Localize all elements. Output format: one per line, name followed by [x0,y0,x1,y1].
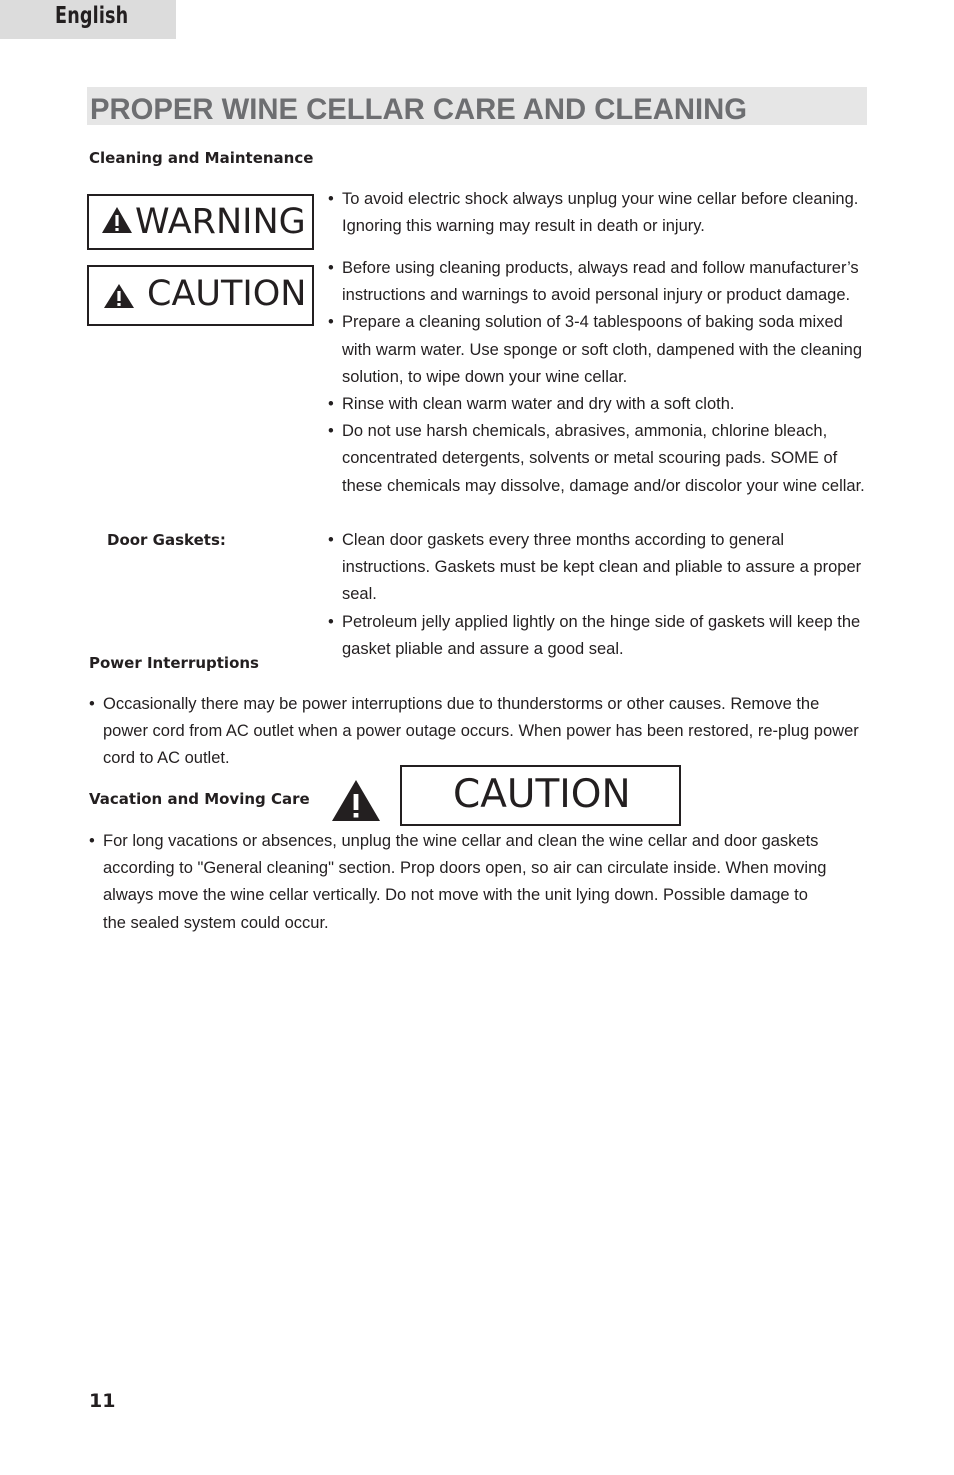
caution-bullet-list [328,255,868,500]
caution-label: CAUTION [147,274,307,314]
list-item: • Rinse with clean warm water and dry with a soft cloth. [328,391,868,418]
vacation-caution-sign [400,765,681,826]
cleaning-heading: Cleaning and Maintenance [89,149,314,167]
door-gaskets-label: Door Gaskets: [107,531,226,549]
warning-sign [87,194,314,250]
list-item: • Before using cleaning products, always read and follow manufacturer’s instructions and warnings to avoid personal injury or product damage. [328,255,868,309]
warning-triangle-icon [103,283,135,309]
list-item: • Prepare a cleaning solution of 3-4 tablespoons of baking soda mixed with warm water. Use sponge or soft cloth, dampened with the cleaning solution, to wipe down your wine cellar. [328,309,868,391]
warning-label: WARNING [135,202,306,242]
vacation-heading: Vacation and Moving Care [89,790,310,808]
page-title: PROPER WINE CELLAR CARE AND CLEANING [90,93,748,126]
warning-triangle-icon [101,206,133,234]
page-number: 11 [89,1390,116,1412]
list-item: • Occasionally there may be power interruptions due to thunderstorms or other causes. Remove the power cord from AC outlet when a power outage occurs. When power has been restored, re-plug power cord to AC outlet. [89,691,867,773]
list-item: • Petroleum jelly applied lightly on the hinge side of gaskets will keep the gasket pliable and assure a good seal. [328,609,868,663]
list-item: • Do not use harsh chemicals, abrasives, ammonia, chlorine bleach, concentrated detergents, solvents or metal scouring pads. SOME of these chemicals may dissolve, damage and/or discolor your wine cellar. [328,418,868,500]
warning-bullet-list [328,186,868,240]
list-item: • For long vacations or absences, unplug the wine cellar and clean the wine cellar and door gaskets according to "General cleaning" section. Prop doors open, so air can circulate inside. When moving always move the wine cellar vertically. Do not move with the unit lying down. Possible damage to the sealed system could occur. [89,828,834,937]
vacation-bullet-list [89,828,834,937]
door-gaskets-bullet-list [328,527,868,663]
warning-triangle-icon [331,779,381,822]
language-tab [0,0,176,39]
language-label: English [55,3,129,29]
power-bullet-list [89,691,867,773]
list-item: • Clean door gaskets every three months according to general instructions. Gaskets must be kept clean and pliable to assure a proper seal. [328,527,868,609]
power-heading: Power Interruptions [89,654,259,672]
caution-sign [87,265,314,326]
list-item: • To avoid electric shock always unplug your wine cellar before cleaning. Ignoring this warning may result in death or injury. [328,186,868,240]
caution-label: CAUTION [453,772,631,817]
section-title-bar [87,87,867,125]
